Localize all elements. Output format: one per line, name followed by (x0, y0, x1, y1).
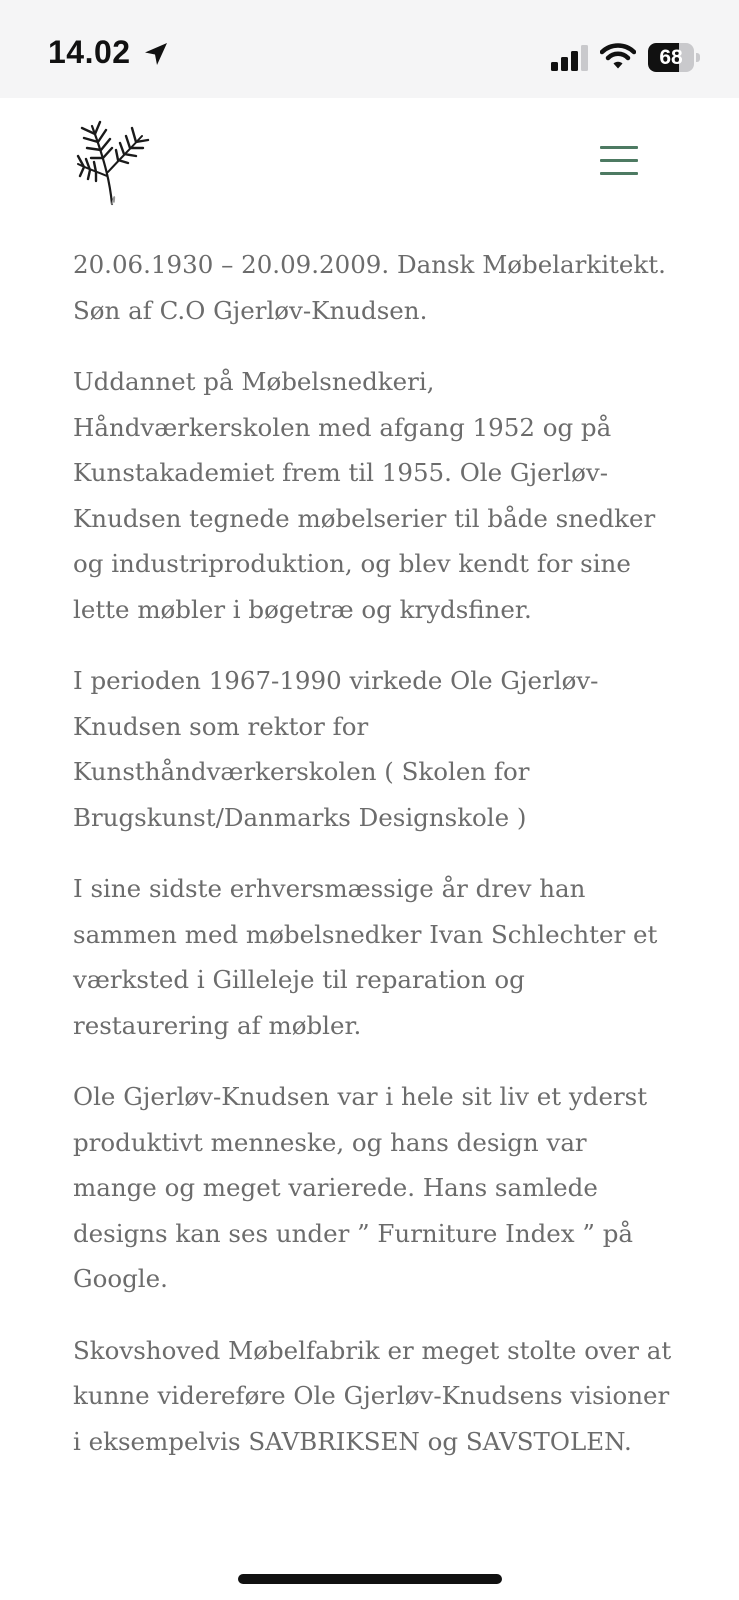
battery-body (648, 43, 694, 72)
paragraph-dates: 20.06.1930 – 20.09.2009. Dansk Møbelarkitekt. Søn af C.O Gjerløv-Knudsen. (73, 250, 666, 325)
paragraph-skovshoved: Skovshoved Møbelfabrik er meget stolte over at kunne videreføre Ole Gjerløv-Knudsens visioner i eksempelvis SAVBRIKSEN og SAVSTOLEN. (73, 1335, 672, 1456)
battery-level: 68 (659, 46, 683, 69)
location-arrow-icon (142, 40, 170, 68)
paragraph-education: Uddannet på Møbelsnedkeri, Håndværkerskolen med afgang 1952 og på Kunstakademiet frem til 1955. Ole Gjerløv-Knudsen tegnede møbelserier til både snedker og industriproduktion, og blev kendt for sine lette møbler i bøgetræ og krydsfiner. (73, 367, 656, 624)
home-indicator[interactable] (238, 1574, 502, 1584)
menu-bar-top (600, 146, 638, 149)
article-body (73, 242, 673, 1490)
battery-nub (696, 53, 700, 62)
hamburger-menu-button[interactable] (596, 142, 642, 180)
paragraph-workshop: I sine sidste erhversmæssige år drev han sammen med møbelsnedker Ivan Schlechter et værksted i Gilleleje til reparation og restaurering af møbler. (73, 874, 658, 1040)
status-bar (0, 0, 739, 98)
battery-icon (648, 43, 700, 72)
status-time: 14.02 (48, 34, 131, 70)
paragraph-productive: Ole Gjerløv-Knudsen var i hele sit liv et yderst produktivt menneske, og hans design var mange og meget varierede. Hans samlede designs kan ses under ” Furniture Index ” på Google. (73, 1082, 648, 1293)
wifi-icon (600, 42, 636, 70)
fern-branch-logo-icon (70, 114, 154, 210)
cellular-signal-icon (551, 45, 591, 71)
paragraph-rector: I perioden 1967-1990 virkede Ole Gjerløv-Knudsen som rektor for Kunsthåndværkerskolen ( Skolen for Brugskunst/Danmarks Designskole ) (73, 666, 599, 832)
menu-bar-middle (600, 159, 638, 162)
menu-bar-bottom (600, 172, 638, 175)
